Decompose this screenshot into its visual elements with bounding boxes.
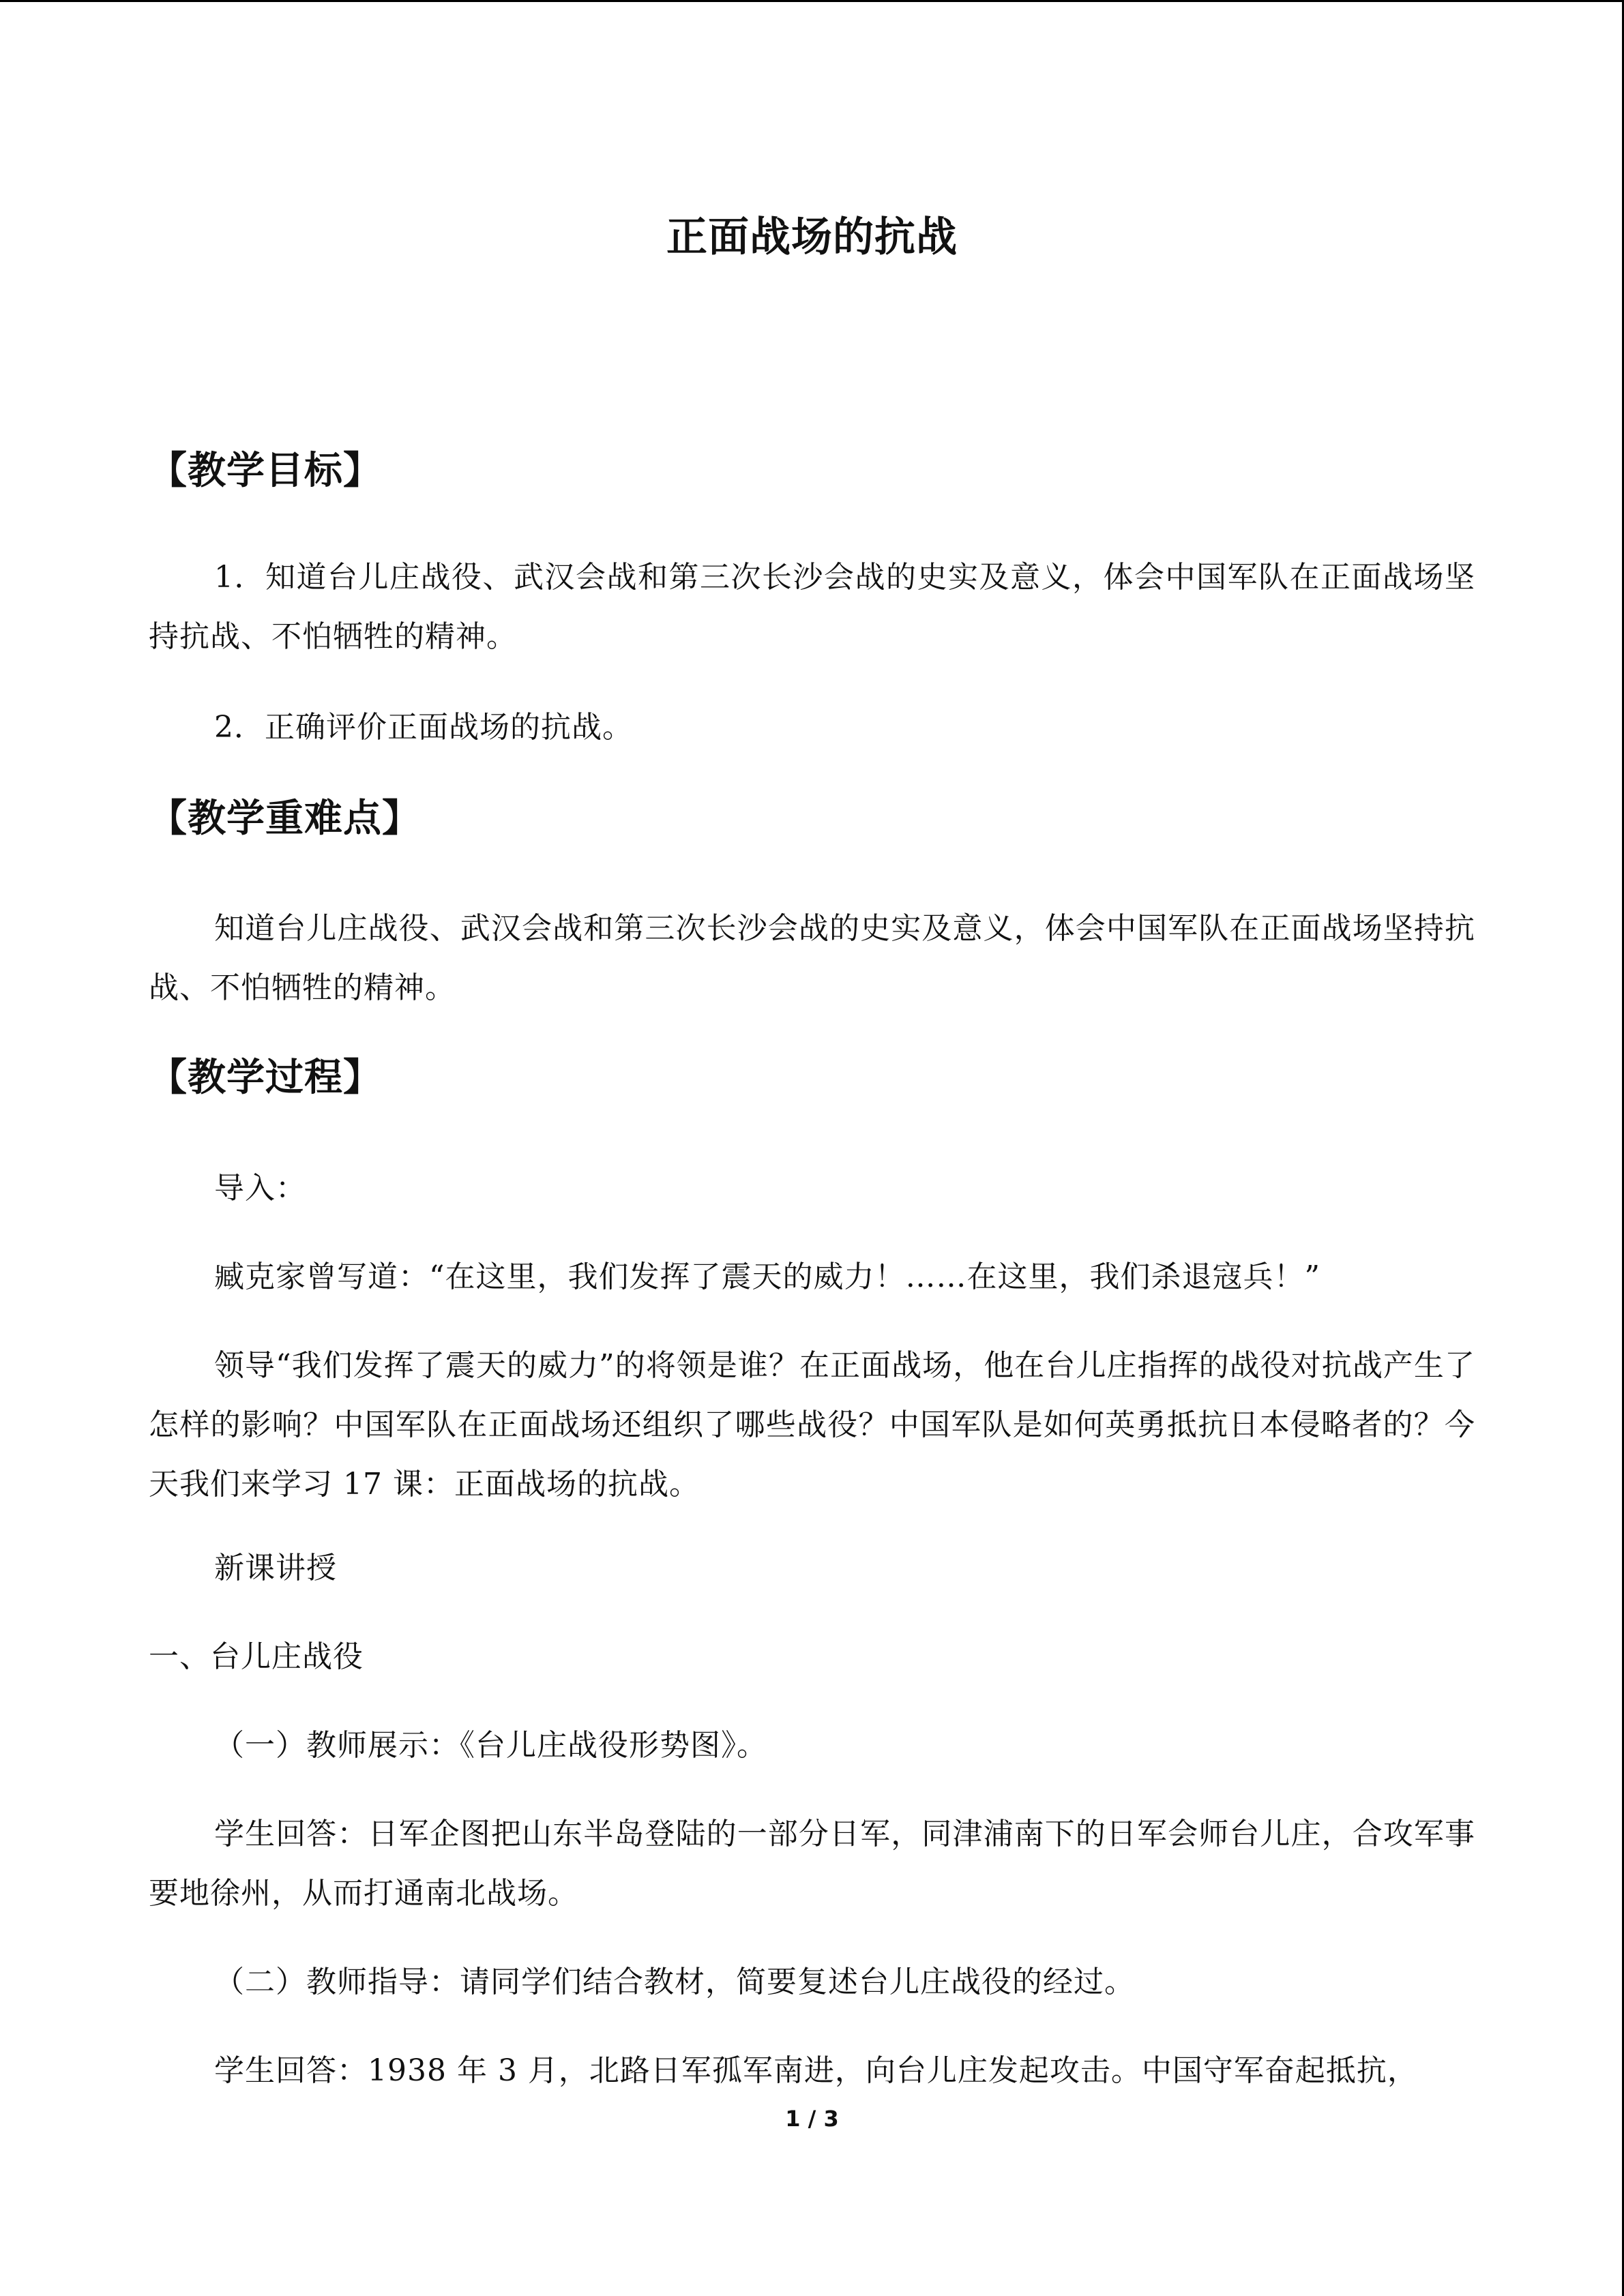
step-2: （二）教师指导：请同学们结合教材，简要复述台儿庄战役的经过。 — [214, 1965, 1135, 1999]
intro-question: 领导“我们发挥了震天的威力”的将领是谁？在正面战场，他在台儿庄指挥的战役对抗战产生了怎样的影响？中国军队在正面战场还组织了哪些战役？中国军队是如何英勇抵抗日本侵略者的？今天我们来学习 17 课：正面战场的抗战。 — [149, 1348, 1475, 1502]
document-title: 正面战场的抗战 — [666, 213, 958, 261]
key-points-text: 知道台儿庄战役、武汉会战和第三次长沙会战的史实及意义，体会中国军队在正面战场坚持抗战、不怕牺牲的精神。 — [149, 911, 1475, 1005]
step-1: （一）教师展示：《台儿庄战役形势图》。 — [214, 1728, 767, 1763]
answer-2: 学生回答：1938 年 3 月，北路日军孤军南进，向台儿庄发起攻击。中国守军奋起抵抗， — [214, 2053, 1418, 2088]
part-1-heading: 一、台儿庄战役 — [149, 1639, 364, 1674]
page-number: 1 / 3 — [785, 2106, 839, 2132]
key-points-heading: 【教学重难点】 — [149, 796, 421, 841]
answer-1: 学生回答：日军企图把山东半岛登陆的一部分日军，同津浦南下的日军会师台儿庄，合攻军事要地徐州，从而打通南北战场。 — [149, 1817, 1475, 1911]
objective-2: 2．正确评价正面战场的抗战。 — [214, 710, 633, 745]
process-heading: 【教学过程】 — [149, 1056, 382, 1100]
objectives-heading: 【教学目标】 — [149, 449, 382, 493]
intro-label: 导入： — [214, 1171, 306, 1206]
new-lesson-label: 新课讲授 — [214, 1551, 337, 1585]
objective-1: 1．知道台儿庄战役、武汉会战和第三次长沙会战的史实及意义，体会中国军队在正面战场坚持抗战、不怕牺牲的精神。 — [149, 560, 1475, 654]
intro-quote: 臧克家曾写道：“在这里，我们发挥了震天的威力！……在这里，我们杀退寇兵！” — [214, 1259, 1320, 1294]
